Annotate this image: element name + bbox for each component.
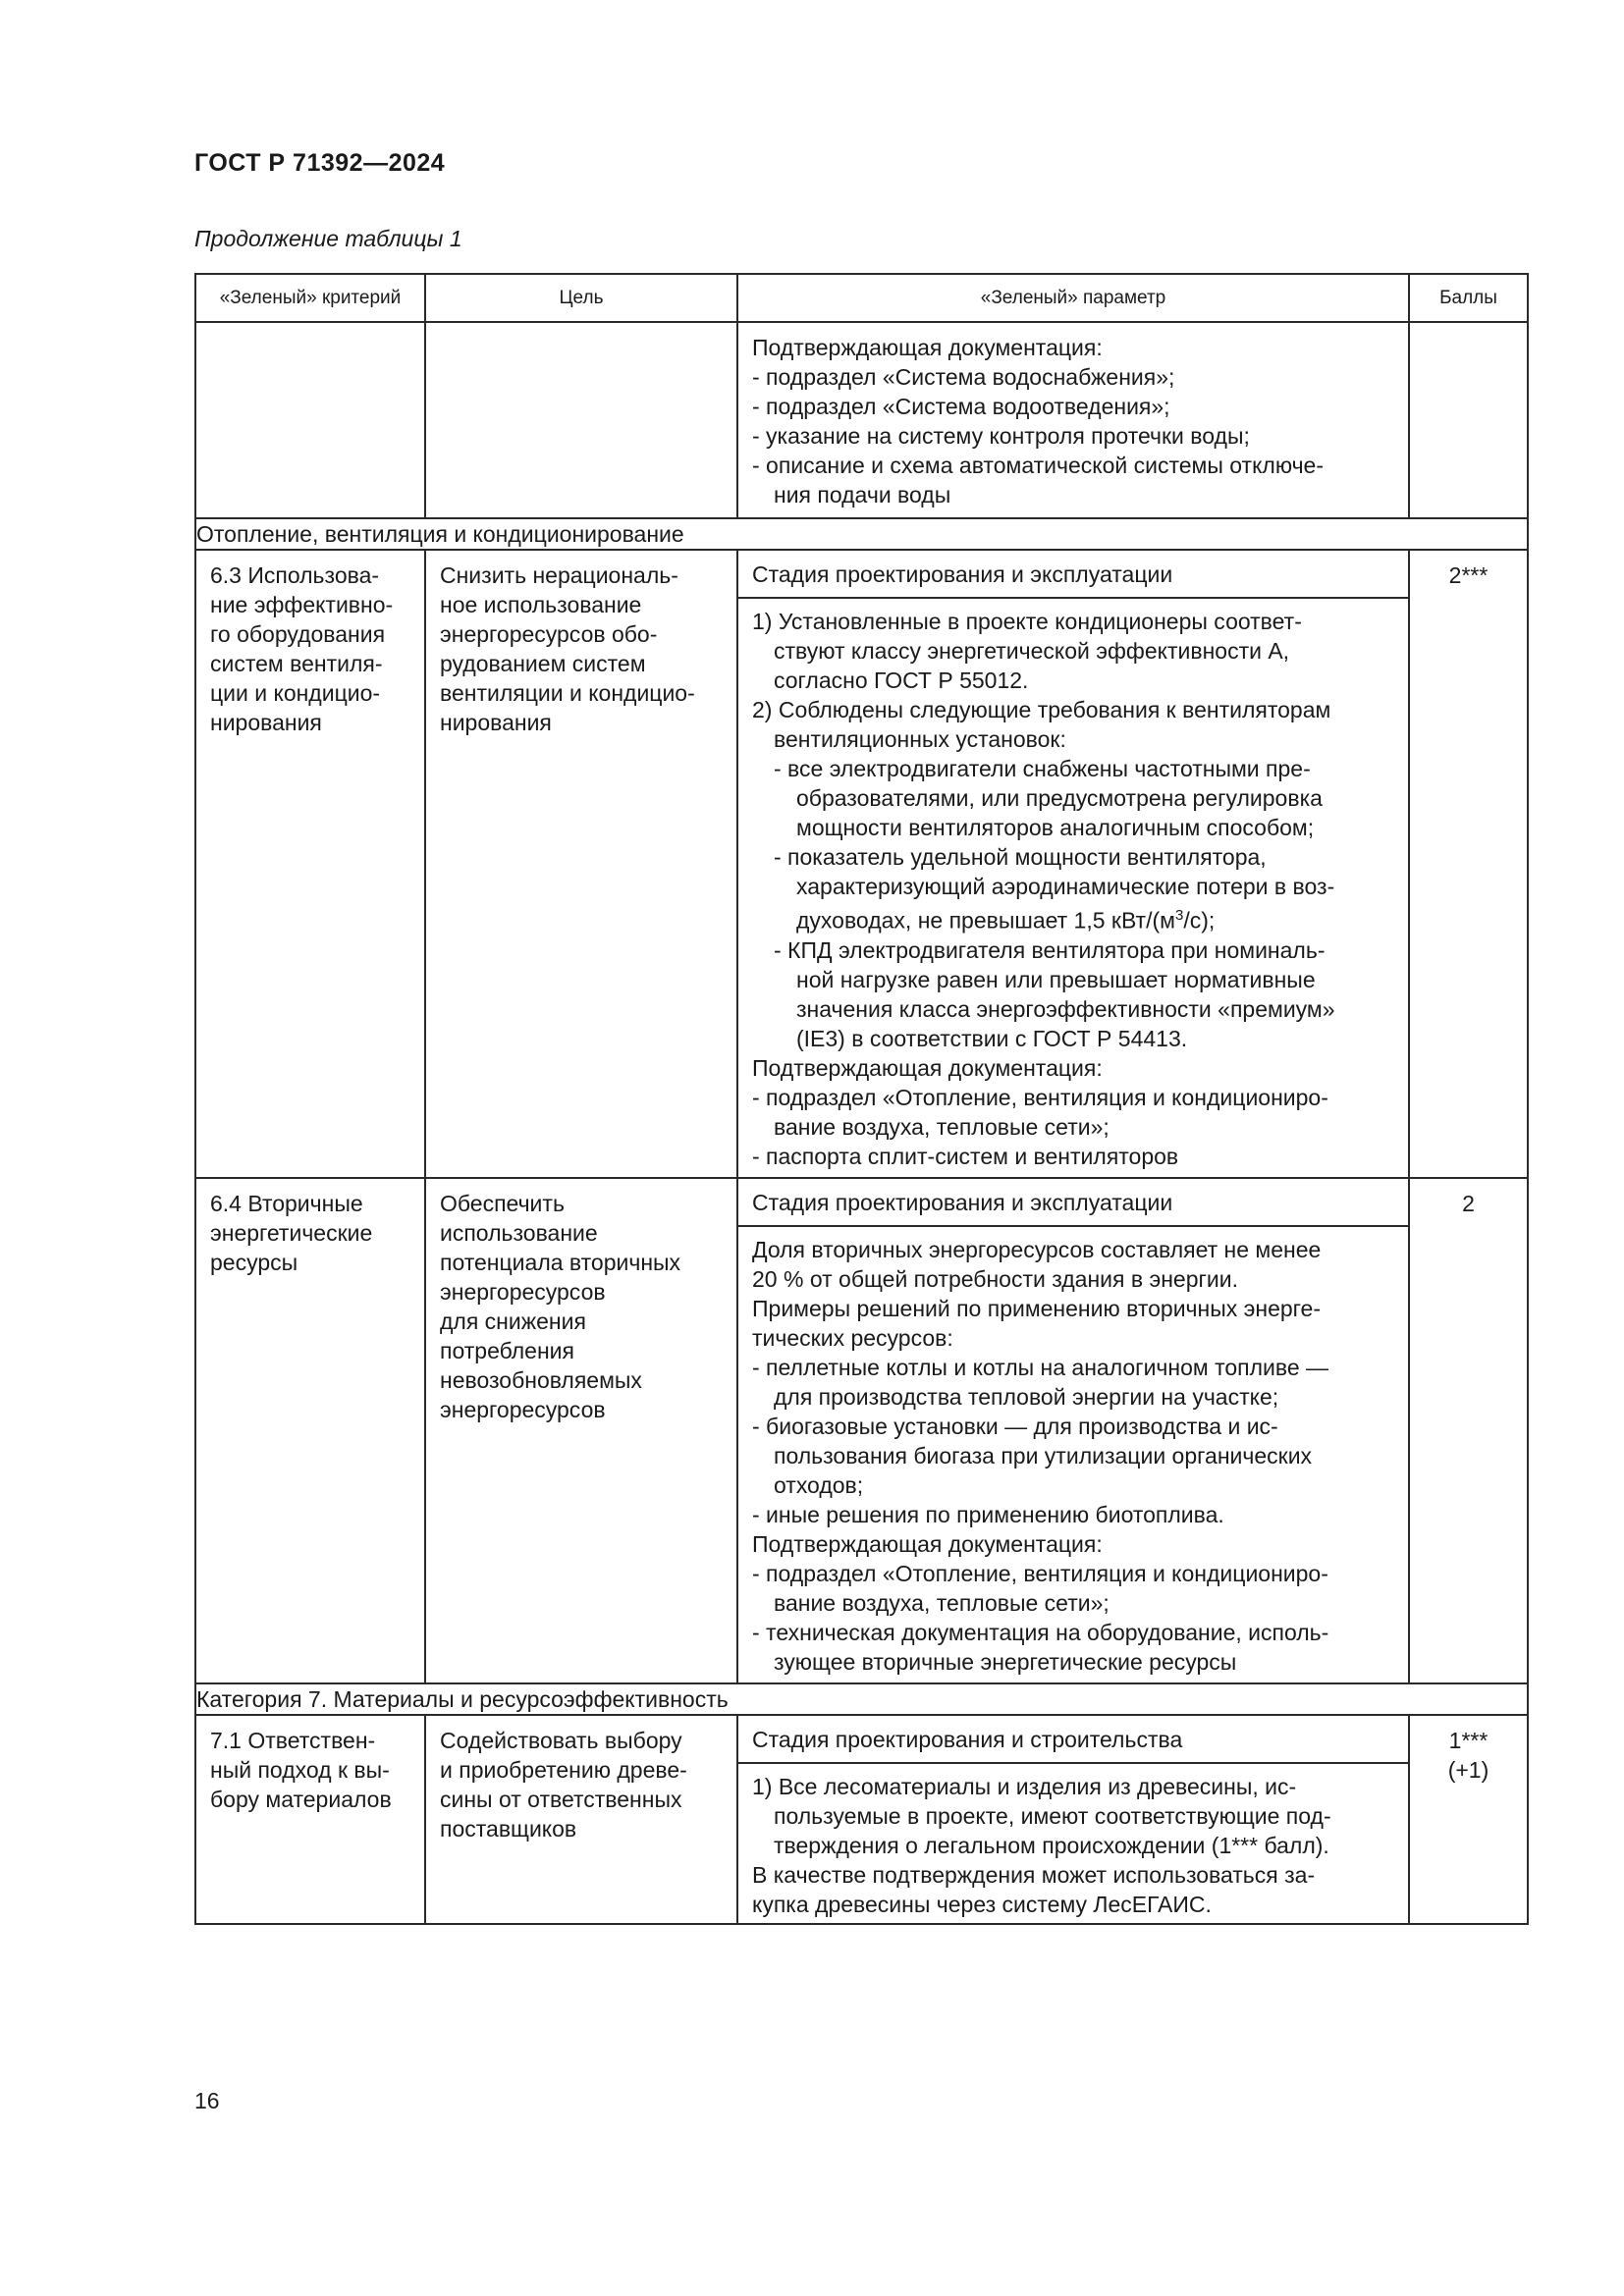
list-item-continuation: ной нагрузке равен или превышает нормативные — [796, 966, 1316, 992]
table-caption: Продолжение таблицы 1 — [194, 226, 462, 251]
text-line: Подтверждающая документация: — [752, 335, 1103, 360]
goal-line: Снизить нерациональ- — [440, 562, 678, 588]
criterion-cell — [195, 322, 425, 518]
list-item: - иные решения по применению биотоплива. — [752, 1501, 1224, 1527]
text-line: Подтверждающая документация: — [752, 1530, 1103, 1557]
text-line: 1) Все лесоматериалы и изделия из древесины, ис- — [752, 1773, 1297, 1799]
points-cell — [1409, 550, 1528, 1178]
list-item-continuation: зующее вторичные энергетические ресурсы — [774, 1648, 1237, 1675]
list-item: - подраздел «Отопление, вентиляция и кондициониро- — [752, 1084, 1328, 1110]
goal-line: использование — [440, 1219, 598, 1246]
unit-superscript: 3 — [1174, 907, 1184, 924]
column-header-goal: Цель — [425, 274, 737, 322]
section-title: Категория 7. Материалы и ресурсоэффективность — [195, 1683, 1528, 1715]
list-item: - показатель удельной мощности вентилятора, — [774, 844, 1267, 870]
list-item-continuation: значения класса энергоэффективности «премиум» — [796, 995, 1335, 1022]
text-line: вентиляционных установок: — [774, 726, 1066, 752]
unit-tail: /с); — [1183, 907, 1216, 934]
criterion-line: ный подход к вы- — [210, 1756, 390, 1783]
criterion-line: бору материалов — [210, 1786, 392, 1812]
list-item: - подраздел «Система водоотведения»; — [752, 394, 1170, 419]
green-criteria-table — [194, 273, 1529, 1925]
criterion-line: 6.3 Использова- — [210, 562, 380, 588]
table-row-6-3 — [195, 550, 1528, 1178]
list-item-continuation: отходов; — [774, 1471, 864, 1498]
list-item-continuation: мощности вентиляторов аналогичным способом; — [796, 815, 1315, 840]
list-item: - подраздел «Система водоснабжения»; — [752, 364, 1175, 390]
list-item-continuation: ния подачи воды — [774, 482, 951, 507]
text-line: 1) Установленные в проекте кондиционеры соответ- — [752, 609, 1302, 634]
criterion-line: ние эффективно- — [210, 592, 394, 617]
goal-line: энергоресурсов — [440, 1396, 606, 1422]
text-line: тверждения о легальном происхождении (1*** балл). — [774, 1832, 1329, 1858]
text-line: Примеры решений по применению вторичных энерге- — [752, 1295, 1321, 1321]
parameter-cell — [737, 550, 1409, 1178]
goal-line: энергоресурсов — [440, 1278, 606, 1305]
section-row-heating — [195, 518, 1528, 550]
table-row-6-4 — [195, 1178, 1528, 1683]
list-item: - биогазовые установки — для производства и ис- — [752, 1413, 1278, 1439]
stage-label: Стадия проектирования и эксплуатации — [738, 551, 1408, 599]
goal-line: для снижения — [440, 1308, 586, 1334]
list-item: - указание на систему контроля протечки воды; — [752, 423, 1250, 449]
criterion-cell — [195, 550, 425, 1178]
column-header-points: Баллы — [1409, 274, 1528, 322]
column-header-criterion: «Зеленый» критерий — [195, 274, 425, 322]
goal-line: потенциала вторичных — [440, 1249, 681, 1275]
points-cell — [1409, 1715, 1528, 1924]
goal-line: потребления — [440, 1337, 574, 1363]
parameter-cell — [737, 1178, 1409, 1683]
goal-cell — [425, 322, 737, 518]
text-line: тических ресурсов: — [752, 1324, 953, 1351]
criterion-line: энергетические — [210, 1219, 373, 1246]
stage-label: Стадия проектирования и строительства — [738, 1716, 1408, 1764]
criterion-line: го оборудования — [210, 621, 386, 647]
list-item-continuation — [752, 901, 1394, 935]
goal-line: поставщиков — [440, 1815, 577, 1842]
list-item-continuation: пользования биогаза при утилизации органических — [774, 1442, 1313, 1468]
text-line: согласно ГОСТ Р 55012. — [774, 667, 1029, 693]
section-row-category-7 — [195, 1683, 1528, 1715]
criterion-line: ции и кондицио- — [210, 680, 381, 706]
goal-line: вентиляции и кондицио- — [440, 680, 695, 706]
list-item-continuation: для производства тепловой энергии на участке; — [774, 1383, 1279, 1410]
parameter-cell — [737, 1715, 1409, 1924]
goal-cell — [425, 550, 737, 1178]
table-row-continuation — [195, 322, 1528, 518]
section-title: Отопление, вентиляция и кондиционирование — [195, 518, 1528, 550]
goal-line: Обеспечить — [440, 1190, 565, 1216]
table-row-7-1 — [195, 1715, 1528, 1924]
text-line: Доля вторичных энергоресурсов составляет не менее — [752, 1236, 1322, 1262]
text-line: Подтверждающая документация: — [752, 1054, 1103, 1081]
list-item: - техническая документация на оборудование, исполь- — [752, 1619, 1329, 1645]
table-header-row — [195, 274, 1528, 322]
criterion-cell — [195, 1715, 425, 1924]
goal-cell — [425, 1715, 737, 1924]
goal-line: Содействовать выбору — [440, 1727, 682, 1753]
points-cell — [1409, 1178, 1528, 1683]
unit-text: духоводах, не превышает 1,5 кВт/(м — [796, 907, 1175, 934]
goal-line: невозобновляемых — [440, 1366, 642, 1393]
list-item-continuation: вание воздуха, тепловые сети»; — [774, 1113, 1110, 1140]
list-item: - КПД электродвигателя вентилятора при номиналь- — [774, 936, 1326, 963]
criterion-line: систем вентиля- — [210, 651, 383, 676]
goal-line: ное использование — [440, 592, 642, 617]
list-item-continuation: характеризующий аэродинамические потери в воз- — [796, 874, 1335, 899]
document-code-header: ГОСТ Р 71392—2024 — [194, 149, 446, 177]
parameter-cell — [737, 322, 1409, 518]
list-item: - паспорта сплит-систем и вентиляторов — [752, 1143, 1179, 1169]
goal-line: и приобретению древе- — [440, 1756, 687, 1783]
points-value: 2 — [1462, 1190, 1475, 1216]
criterion-line: 7.1 Ответствен- — [210, 1727, 376, 1753]
text-line: 20 % от общей потребности здания в энергии. — [752, 1265, 1238, 1292]
text-line: В качестве подтверждения может использоваться за- — [752, 1861, 1316, 1888]
goal-line: нирования — [440, 710, 552, 735]
criterion-line: 6.4 Вторичные — [210, 1190, 363, 1216]
text-line: ствуют классу энергетической эффективности А, — [774, 638, 1290, 664]
criterion-line: нирования — [210, 710, 322, 735]
points-value: 1*** — [1448, 1727, 1489, 1753]
list-item: - подраздел «Отопление, вентиляция и кондициониро- — [752, 1560, 1328, 1586]
points-cell — [1409, 322, 1528, 518]
criterion-cell — [195, 1178, 425, 1683]
goal-cell — [425, 1178, 737, 1683]
stage-label: Стадия проектирования и эксплуатации — [738, 1179, 1408, 1227]
points-value: 2*** — [1448, 562, 1489, 588]
goal-line: рудованием систем — [440, 651, 646, 676]
text-line: 2) Соблюдены следующие требования к вентиляторам — [752, 697, 1331, 722]
column-header-parameter: «Зеленый» параметр — [737, 274, 1409, 322]
points-bonus: (+1) — [1447, 1756, 1489, 1783]
list-item-continuation: (IE3) в соответствии с ГОСТ Р 54413. — [796, 1025, 1188, 1051]
list-item: - все электродвигатели снабжены частотными пре- — [774, 756, 1311, 781]
criterion-line: ресурсы — [210, 1249, 298, 1275]
text-line: купка древесины через систему ЛесЕГАИС. — [752, 1891, 1212, 1917]
goal-line: сины от ответственных — [440, 1786, 682, 1812]
list-item-continuation: образователями, или предусмотрена регулировка — [796, 785, 1323, 811]
page-number: 16 — [194, 2088, 220, 2113]
list-item-continuation: вание воздуха, тепловые сети»; — [774, 1589, 1110, 1616]
list-item: - описание и схема автоматической системы отключе- — [752, 453, 1324, 478]
goal-line: энергоресурсов обо- — [440, 621, 658, 647]
text-line: пользуемые в проекте, имеют соответствующие под- — [774, 1802, 1331, 1829]
list-item: - пеллетные котлы и котлы на аналогичном топливе — — [752, 1354, 1329, 1380]
